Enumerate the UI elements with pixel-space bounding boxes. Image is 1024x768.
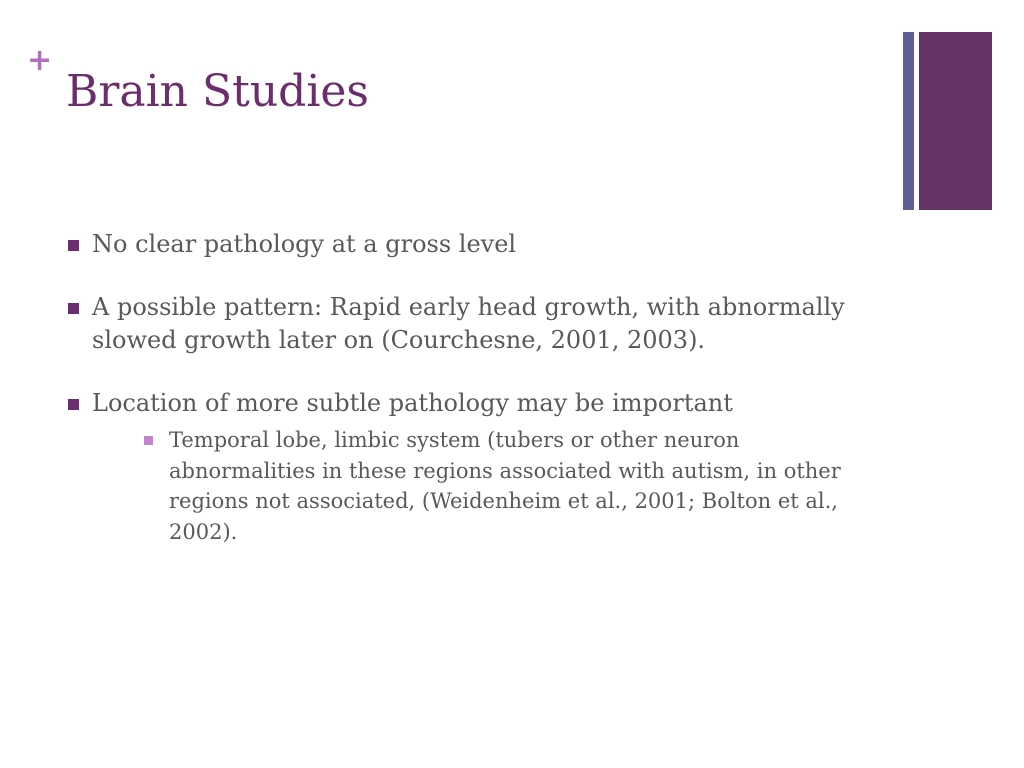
bullet-text: No clear pathology at a gross level <box>92 230 517 258</box>
bullet-item <box>66 228 896 261</box>
sub-bullet-list <box>142 425 862 547</box>
decorative-bar-thin <box>903 32 914 210</box>
bullet-item <box>66 291 896 357</box>
square-sub-bullet-icon <box>144 436 153 445</box>
plus-mark-icon: + <box>27 43 53 78</box>
sub-bullet-text: Temporal lobe, limbic system (tubers or other neuron abnormalities in these regions associated with autism, in other regions not associated, (Weidenheim et al., 2001; Bolton et al., 2002). <box>169 428 841 544</box>
bullet-text: A possible pattern: Rapid early head growth, with abnormally slowed growth later on (Courchesne, 2001, 2003). <box>92 293 845 354</box>
square-bullet-icon <box>68 240 79 251</box>
slide-title: Brain Studies <box>66 66 370 117</box>
square-bullet-icon <box>68 399 79 410</box>
bullet-text: Location of more subtle pathology may be important <box>92 389 733 417</box>
sub-bullet-item <box>142 425 862 547</box>
square-bullet-icon <box>68 303 79 314</box>
bullet-list <box>66 228 896 577</box>
decorative-bar-thick <box>919 32 992 210</box>
bullet-item <box>66 387 896 547</box>
